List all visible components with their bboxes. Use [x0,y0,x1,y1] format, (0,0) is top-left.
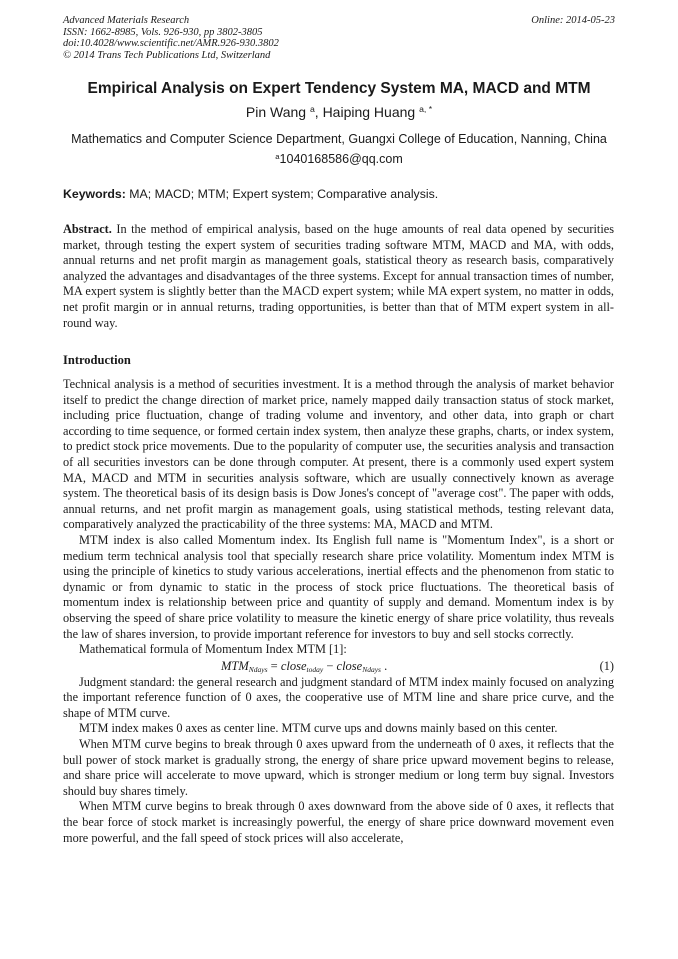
equation-end: . [380,658,388,673]
paragraph: Mathematical formula of Momentum Index MTM [1]: [79,642,347,657]
paragraph: MTM index makes 0 axes as center line. MTM curve ups and downs mainly based on this center. [79,721,558,736]
keywords-line [63,187,438,201]
paragraph: Technical analysis is a method of securities investment. It is a method through the analysis of market behavior itself to predict the change direction of market price, namely mapped daily transaction status of stock market, including price fluctuation, change of trading volume and inventory, and other data, into graph or chart according to time sequence, or formed certain index system, then analyze these graphs, charts, or index system, to predict stock price movements. Due to the popularity of computer use, the securities analysis and transaction of all securities investors can be done through computer. At present, there is a commonly used expert system MA, MACD and MTM in securities analysis software, which are usually connectively known as average system. The theoretical basis of its design basis is Dow Jones's concept of "average cost". The paper with odds, annual returns, and net profit margin as management goals, using statistical methods, testing relevant data, comparatively analyzed the practicability of the three systems: MA, MACD and MTM. [63,377,614,532]
author-affiliation-mark: a, * [419,104,433,115]
paragraph: Judgment standard: the general research and judgment standard of MTM index mainly focused on analyzing the important reference function of 0 axes, the cooperative use of MTM line and share price curve, and the shape of MTM curve. [63,674,614,720]
paragraph: When MTM curve begins to break through 0 axes downward from the above side of 0 axes, it reflects that the bear force of stock market is increasingly powerful, the energy of share price downward movement even more powerful, and the fall speed of stock prices will also accelerate, [63,799,614,845]
equation-subscript: today [306,664,324,674]
journal-name: Advanced Materials Research [63,15,190,26]
copyright-line: © 2014 Trans Tech Publications Ltd, Switzerland [63,49,271,61]
journal-header [63,15,279,61]
equation-expression [221,658,387,678]
author-name: Pin Wang [245,104,307,120]
keywords-label: Keywords: [63,187,126,201]
author-list [0,104,678,120]
equation-number: (1) [599,658,614,673]
online-date: Online: 2014-05-23 [531,15,615,26]
author-email [0,152,678,166]
abstract [63,222,614,331]
abstract-label: Abstract. [63,222,112,236]
affiliation: Mathematics and Computer Science Department, Guangxi College of Education, Nanning, China [71,132,607,146]
equation-term: close [280,658,307,673]
equation-term: close [336,658,363,673]
equation-operator: − [323,658,337,673]
equation-subscript: Ndays [248,664,268,674]
author-affiliation-mark: a [309,104,315,115]
equation-operator: = [267,658,281,673]
issn-line: ISSN: 1662-8985, Vols. 926-930, pp 3802-3805 [63,26,263,38]
equation [63,658,614,675]
introduction-body [63,377,614,846]
email-affiliation-mark: a [275,151,280,161]
paragraph: When MTM curve begins to break through 0 axes upward from the underneath of 0 axes, it reflects that the bull power of stock market is gradually strong, the energy of share price upward movement begins to release, and share price will accelerate to move upward, which is stronger medium or long term buy signal. Investors should buy shares timely. [63,737,614,798]
paper-title: Empirical Analysis on Expert Tendency System MA, MACD and MTM [87,80,591,97]
author-name: Haiping Huang [322,104,416,120]
equation-subscript: Ndays [362,664,381,674]
paragraph: MTM index is also called Momentum index. Its English full name is "Momentum Index", is a short or medium term technical analysis tool that specially research share price volatility. Momentum index MTM is using the principle of kinetics to study various accelerations, inertial effects and the phenomenon from static to dynamic or from dynamic to static in the process of stock price fluctuations. The theoretical basis of momentum index is relationship between price and quantity of supply and demand. Momentum index is by observing the speed of share price volatility to measure the kinetic energy of share price volatility, thus reveals the law of shares inversion, to provide important reference for investors to buy and sell stocks correctly. [63,532,614,641]
section-heading-introduction: Introduction [63,353,131,367]
abstract-text: In the method of empirical analysis, based on the huge amounts of real data opened by securities market, through testing the expert system of securities trading software MTM, MACD and MA, with odds, annual returns and net profit margin as management goals, statistical theory as research basis, comparatively analyzed the advantages and disadvantages of the three systems. Except for annual transaction times of number, MA expert system is slightly better than the MACD expert system; while MA expert system, no matter in odds, net profit margin or in annual returns, trading opportunities, is better than that of MTM expert system in all-round way. [63,222,614,330]
equation-term: MTM [221,658,249,673]
email-address: 1040168586@qq.com [279,152,403,166]
keywords-text: MA; MACD; MTM; Expert system; Comparative analysis. [129,187,439,201]
doi-line: doi:10.4028/www.scientific.net/AMR.926-930.3802 [63,38,279,49]
author-separator: , [314,104,323,120]
